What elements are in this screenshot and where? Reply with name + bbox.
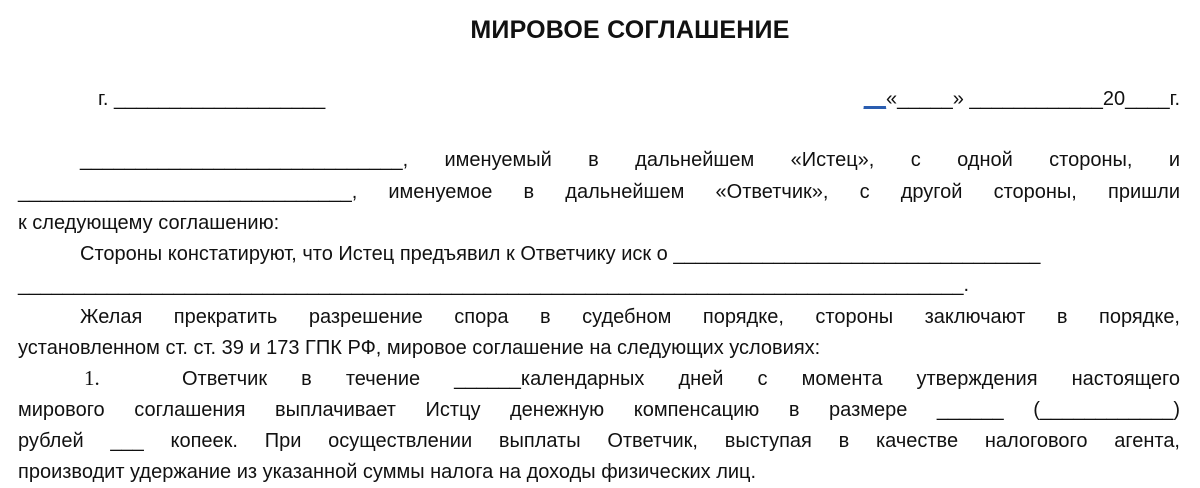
paragraph-line-10: рублей ___ копеек. При осуществлении выплаты Ответчик, выступая в качестве налогового агента, xyxy=(18,430,1180,452)
paragraph-line-2: ______________________________, именуемое в дальнейшем «Ответчик», с другой стороны, пришли xyxy=(18,181,1180,203)
list-item-number: 1. xyxy=(84,366,100,390)
paragraph-line-11: производит удержание из указанной суммы налога на доходы физических лиц. xyxy=(18,461,757,483)
date-prefix-mark: __ xyxy=(863,88,886,110)
paragraph-line-5: _____________________________________________________________________________________. xyxy=(18,274,970,296)
paragraph-line-6: Желая прекратить разрешение спора в судебном порядке, стороны заключают в порядке, xyxy=(80,306,1180,328)
date-text: «_____» ____________20____г. xyxy=(885,88,1180,110)
paragraph-line-4: Стороны констатируют, что Истец предъявил к Ответчику иск о _________________________________ xyxy=(80,243,1041,265)
date-line xyxy=(820,88,1180,111)
paragraph-line-8: Ответчик в течение ______календарных дней с момента утверждения настоящего xyxy=(182,368,1180,390)
paragraph-line-1: _____________________________, именуемый в дальнейшем «Истец», с одной стороны, и xyxy=(80,149,1180,171)
city-line: г. ___________________ xyxy=(98,88,326,110)
paragraph-line-7: установленном ст. ст. 39 и 173 ГПК РФ, мировое соглашение на следующих условиях: xyxy=(18,337,821,359)
paragraph-line-3: к следующему соглашению: xyxy=(18,212,280,234)
document-title: МИРОВОЕ СОГЛАШЕНИЕ xyxy=(470,16,790,44)
paragraph-line-9: мирового соглашения выплачивает Истцу денежную компенсацию в размере ______ (____________) xyxy=(18,399,1180,421)
